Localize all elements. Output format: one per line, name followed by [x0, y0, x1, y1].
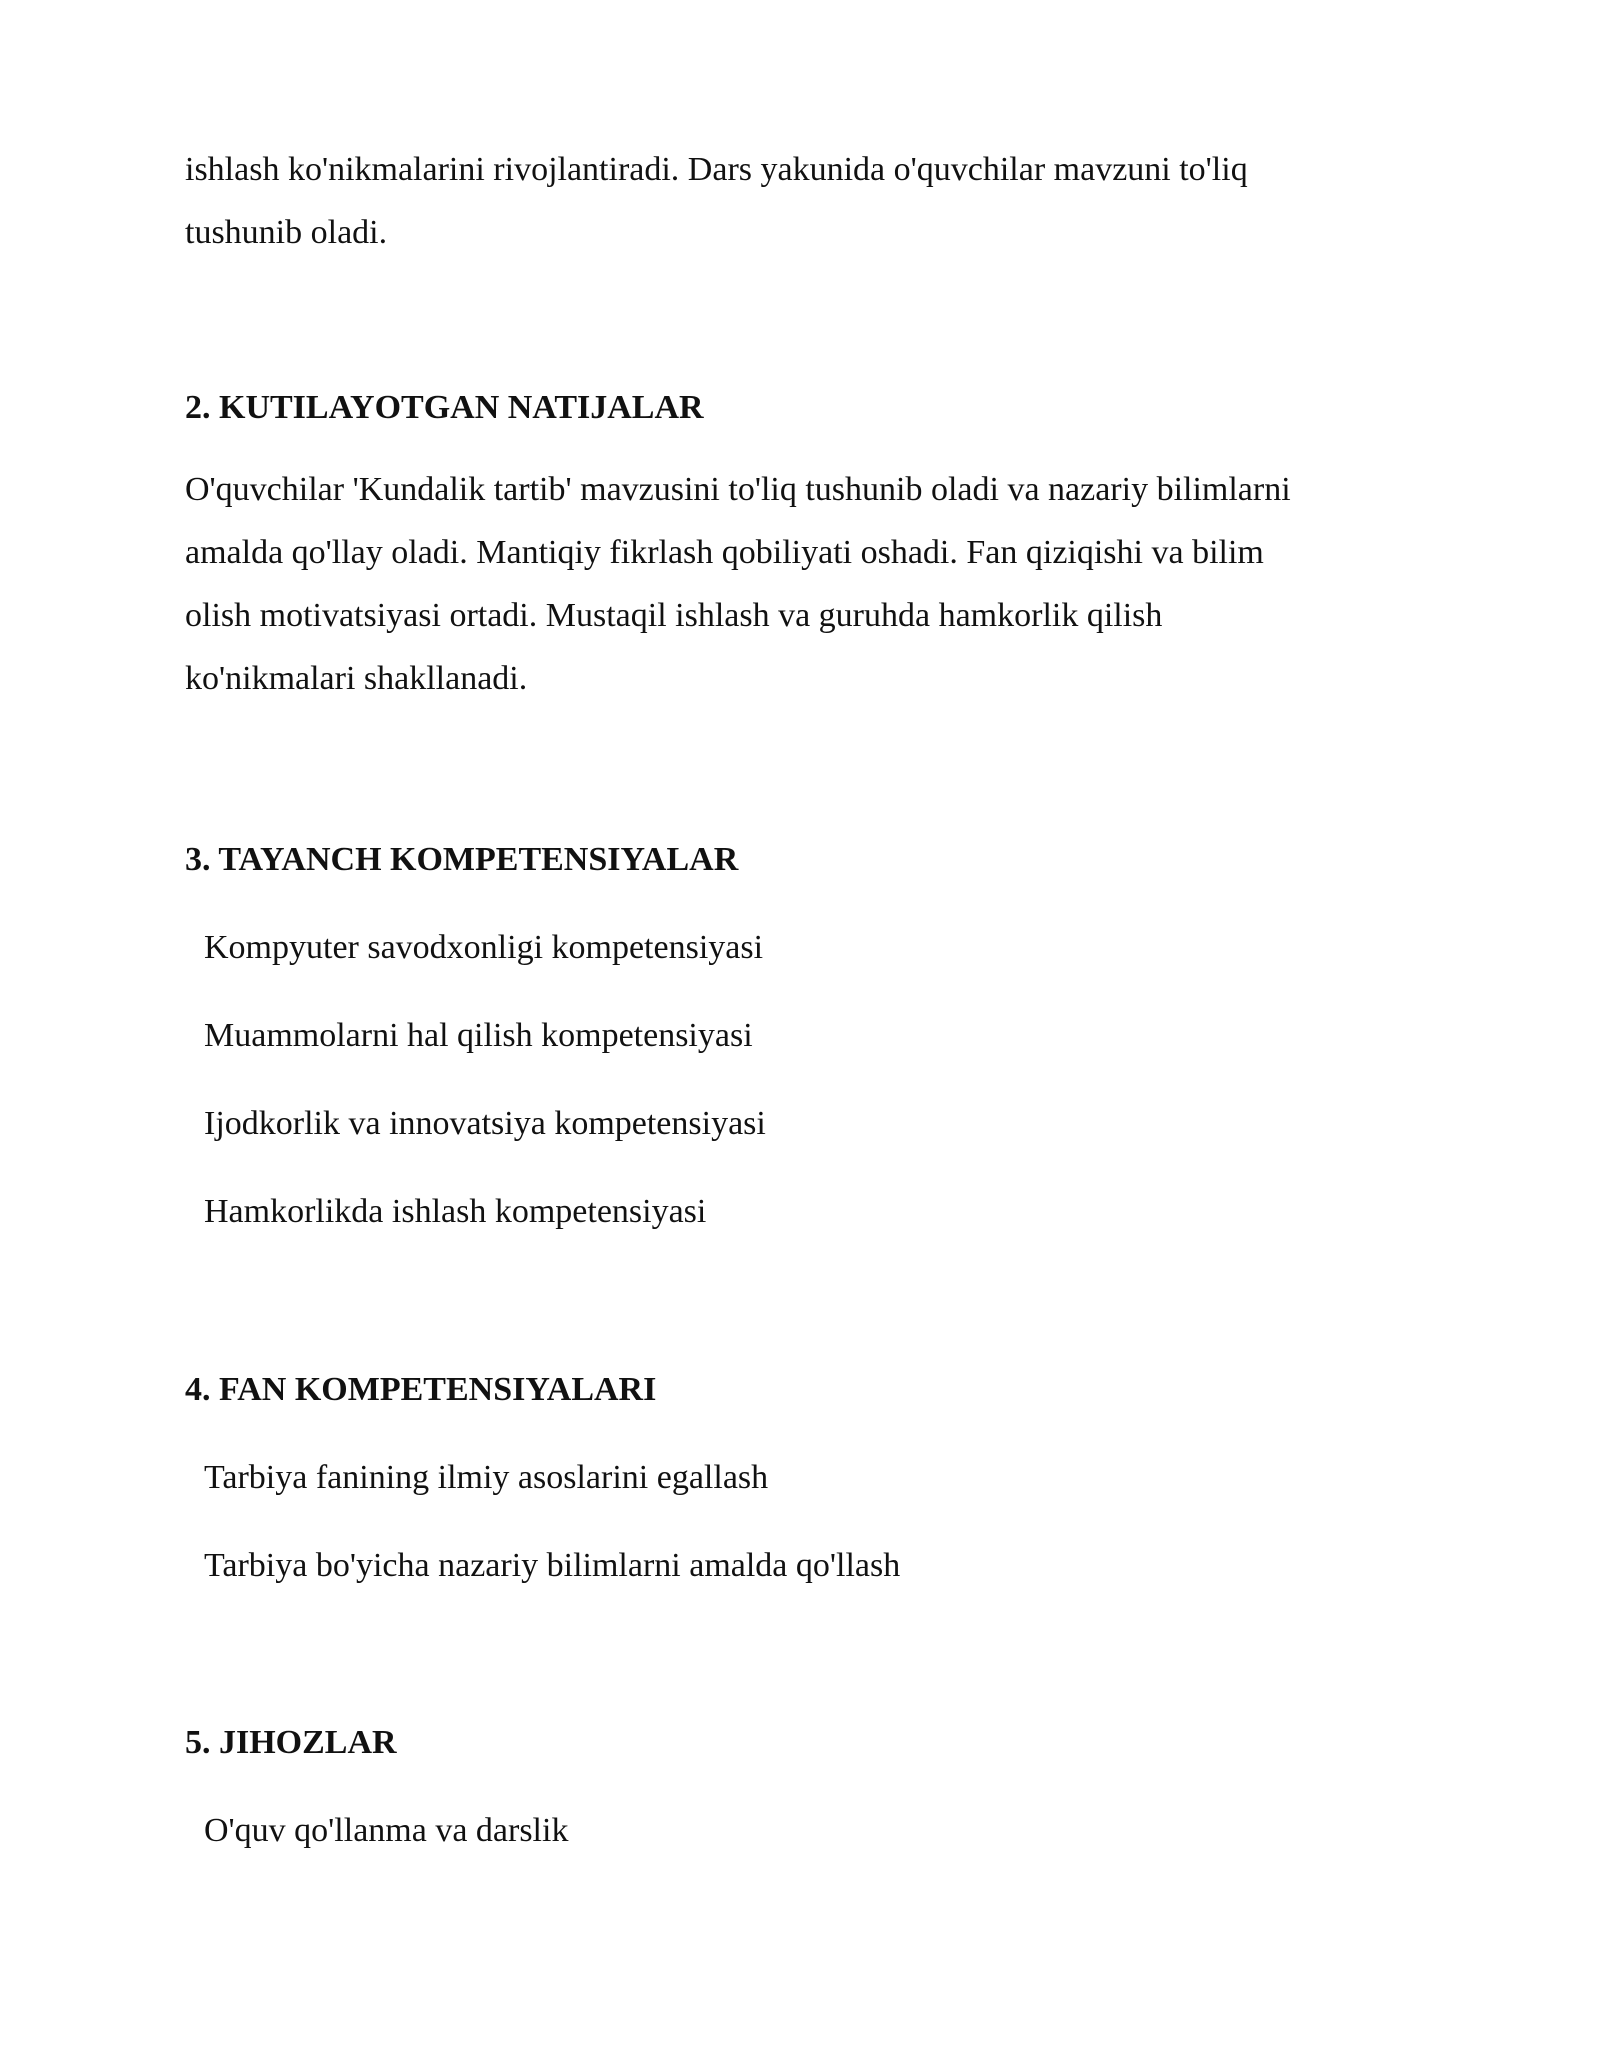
section-expected-results [185, 388, 1291, 710]
section-core-competencies [185, 840, 766, 1232]
paragraph-line: ko'nikmalari shakllanadi. [185, 660, 528, 697]
paragraph-line: olish motivatsiyasi ortadi. Mustaqil ishlash va guruhda hamkorlik qilish [185, 597, 1163, 634]
section-heading: 4. FAN KOMPETENSIYALARI [185, 1371, 657, 1408]
list-item: Tarbiya fanining ilmiy asoslarini egallash [204, 1459, 769, 1496]
list-item: Ijodkorlik va innovatsiya kompetensiyasi [204, 1105, 766, 1142]
paragraph-line: amalda qo'llay oladi. Mantiqiy fikrlash qobiliyati oshadi. Fan qiziqishi va bilim [185, 534, 1264, 571]
list-item: O'quv qo'llanma va darslik [204, 1812, 569, 1849]
section-equipment [185, 1723, 568, 1851]
intro-paragraph [185, 138, 1248, 264]
intro-line: tushunib oladi. [185, 214, 388, 251]
list-item: Muammolarni hal qilish kompetensiyasi [204, 1017, 753, 1054]
intro-line: ishlash ko'nikmalarini rivojlantiradi. Dars yakunida o'quvchilar mavzuni to'liq [185, 151, 1248, 188]
section-heading: 3. TAYANCH KOMPETENSIYALAR [185, 841, 739, 878]
list-item: Tarbiya bo'yicha nazariy bilimlarni amalda qo'llash [204, 1547, 901, 1584]
section-subject-competencies [185, 1370, 900, 1586]
paragraph-line: O'quvchilar 'Kundalik tartib' mavzusini to'liq tushunib oladi va nazariy bilimlarni [185, 471, 1291, 508]
list-item: Kompyuter savodxonligi kompetensiyasi [204, 929, 764, 966]
section-paragraph [185, 458, 1291, 710]
section-heading: 5. JIHOZLAR [185, 1724, 397, 1761]
section-heading: 2. KUTILAYOTGAN NATIJALAR [185, 389, 704, 426]
list-item: Hamkorlikda ishlash kompetensiyasi [204, 1193, 707, 1230]
